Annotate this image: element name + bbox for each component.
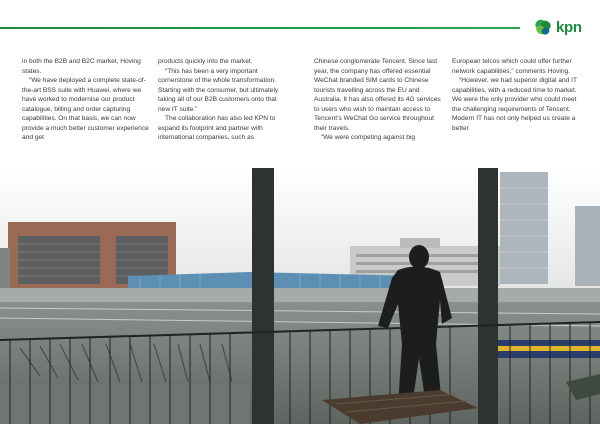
paragraph: “However, we had superior digital and IT capabilities, with a reduced time to market. We were the only provider who could meet the challenging requirements of Tencent. Modern IT has not only helped us create a better <box>452 77 577 132</box>
text-column-3 <box>314 57 444 143</box>
text-column-4 <box>452 57 582 133</box>
paragraph: European telcos which could offer further network capabilities,” comments Hoving. <box>452 58 572 75</box>
header-rule <box>0 27 520 29</box>
paragraph: “This has been a very important cornerstone of the whole transformation. Starting with the consumer, but ultimately taking all of our B2B customers onto that new IT suite.” <box>158 67 279 113</box>
paragraph: “We were competing against big <box>321 134 416 141</box>
paragraph: The collaboration has also led KPN to expand its footprint and partner with international companies, such as <box>158 115 276 141</box>
paragraph: “We have deployed a complete state-of-the-art BSS suite with Huawei, where we have worked to modernise our product catalogue, billing and order capturing capabilities. On that basis, we can now provide a much better customer experience and get <box>22 77 149 141</box>
text-column-1 <box>22 57 152 143</box>
kpn-logo <box>533 16 582 38</box>
text-column-2 <box>158 57 288 143</box>
paragraph: products quickly into the market. <box>158 58 253 65</box>
kpn-leaf-logo-icon <box>533 17 553 37</box>
logo-text: kpn <box>556 18 582 36</box>
paragraph: Chinese conglomerate Tencent. Since last year, the company has offered essential WeChat branded SIM cards to Chinese tourists travelling across the EU and Australia. It has also offered its 4G services to users who wish to maintain access to Tencent’s WeChat Go service throughout their travels. <box>314 58 441 132</box>
station-balcony-photo <box>0 168 600 424</box>
paragraph: in both the B2B and B2C market, Hoving states. <box>22 58 141 75</box>
